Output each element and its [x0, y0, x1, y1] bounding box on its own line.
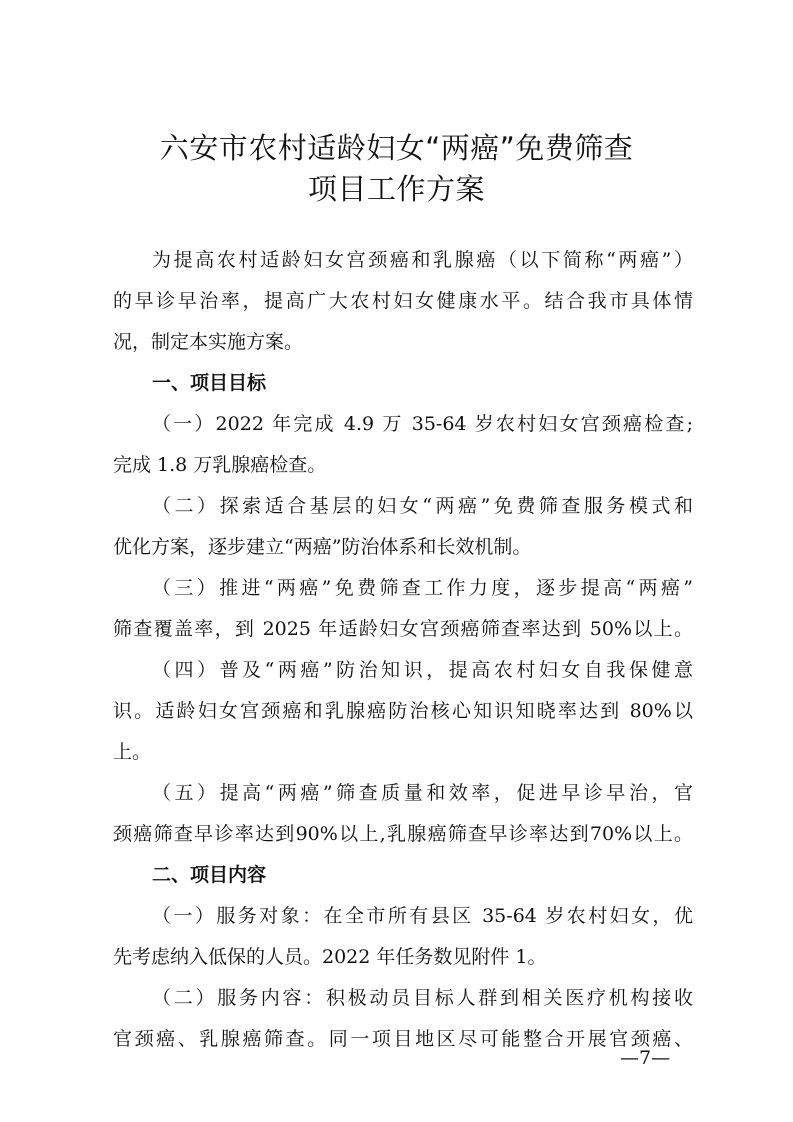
goal-line: （四）普及“两癌”防治知识，提高农村妇女自我保健意	[152, 659, 693, 681]
content-line: 先考虑纳入低保的人员。2022 年任务数见附件 1。	[113, 946, 547, 968]
content-line: （一）服务对象：在全市所有县区 35-64 岁农村妇女，优	[152, 905, 693, 927]
goal-line: 颈癌筛查早诊率达到90%以上,乳腺癌筛查早诊率达到70%以上。	[113, 823, 693, 845]
section-heading-content: 二、项目内容	[152, 864, 267, 886]
goal-line: 识。适龄妇女宫颈癌和乳腺癌防治核心知识知晓率达到 80%以	[113, 700, 693, 722]
document-title-line1: 六安市农村适龄妇女“两癌”免费筛查	[159, 131, 634, 165]
document-title-line2: 项目工作方案	[307, 172, 485, 206]
goal-line: 上。	[113, 741, 152, 763]
intro-line: 的早诊早治率，提高广大农村妇女健康水平。结合我市具体情	[113, 290, 693, 312]
goal-line: （五）提高“两癌”筛查质量和效率，促进早诊早治，官	[152, 782, 693, 804]
goal-line: 优化方案，逐步建立“两癌”防治体系和长效机制。	[113, 536, 532, 558]
intro-line: 为提高农村适龄妇女宫颈癌和乳腺癌（以下简称“两癌”）	[152, 249, 693, 271]
intro-line: 况，制定本实施方案。	[113, 331, 304, 353]
goal-line: 筛查覆盖率，到 2025 年适龄妇女宫颈癌筛查率达到 50%以上。	[113, 618, 693, 640]
content-line: 官颈癌、乳腺癌筛查。同一项目地区尽可能整合开展官颈癌、	[113, 1028, 693, 1050]
content-line: （二）服务内容：积极动员目标人群到相关医疗机构接收	[152, 987, 693, 1009]
goal-line: （一）2022 年完成 4.9 万 35-64 岁农村妇女宫颈癌检查;	[152, 413, 693, 435]
goal-line: （二）探索适合基层的妇女“两癌”免费筛查服务模式和	[152, 495, 693, 517]
page-number: —7—	[620, 1047, 671, 1069]
section-heading-goals: 一、项目目标	[152, 372, 267, 394]
goal-line: 完成 1.8 万乳腺癌检查。	[113, 454, 327, 476]
goal-line: （三）推进“两癌”免费筛查工作力度，逐步提高“两癌”	[152, 577, 693, 599]
